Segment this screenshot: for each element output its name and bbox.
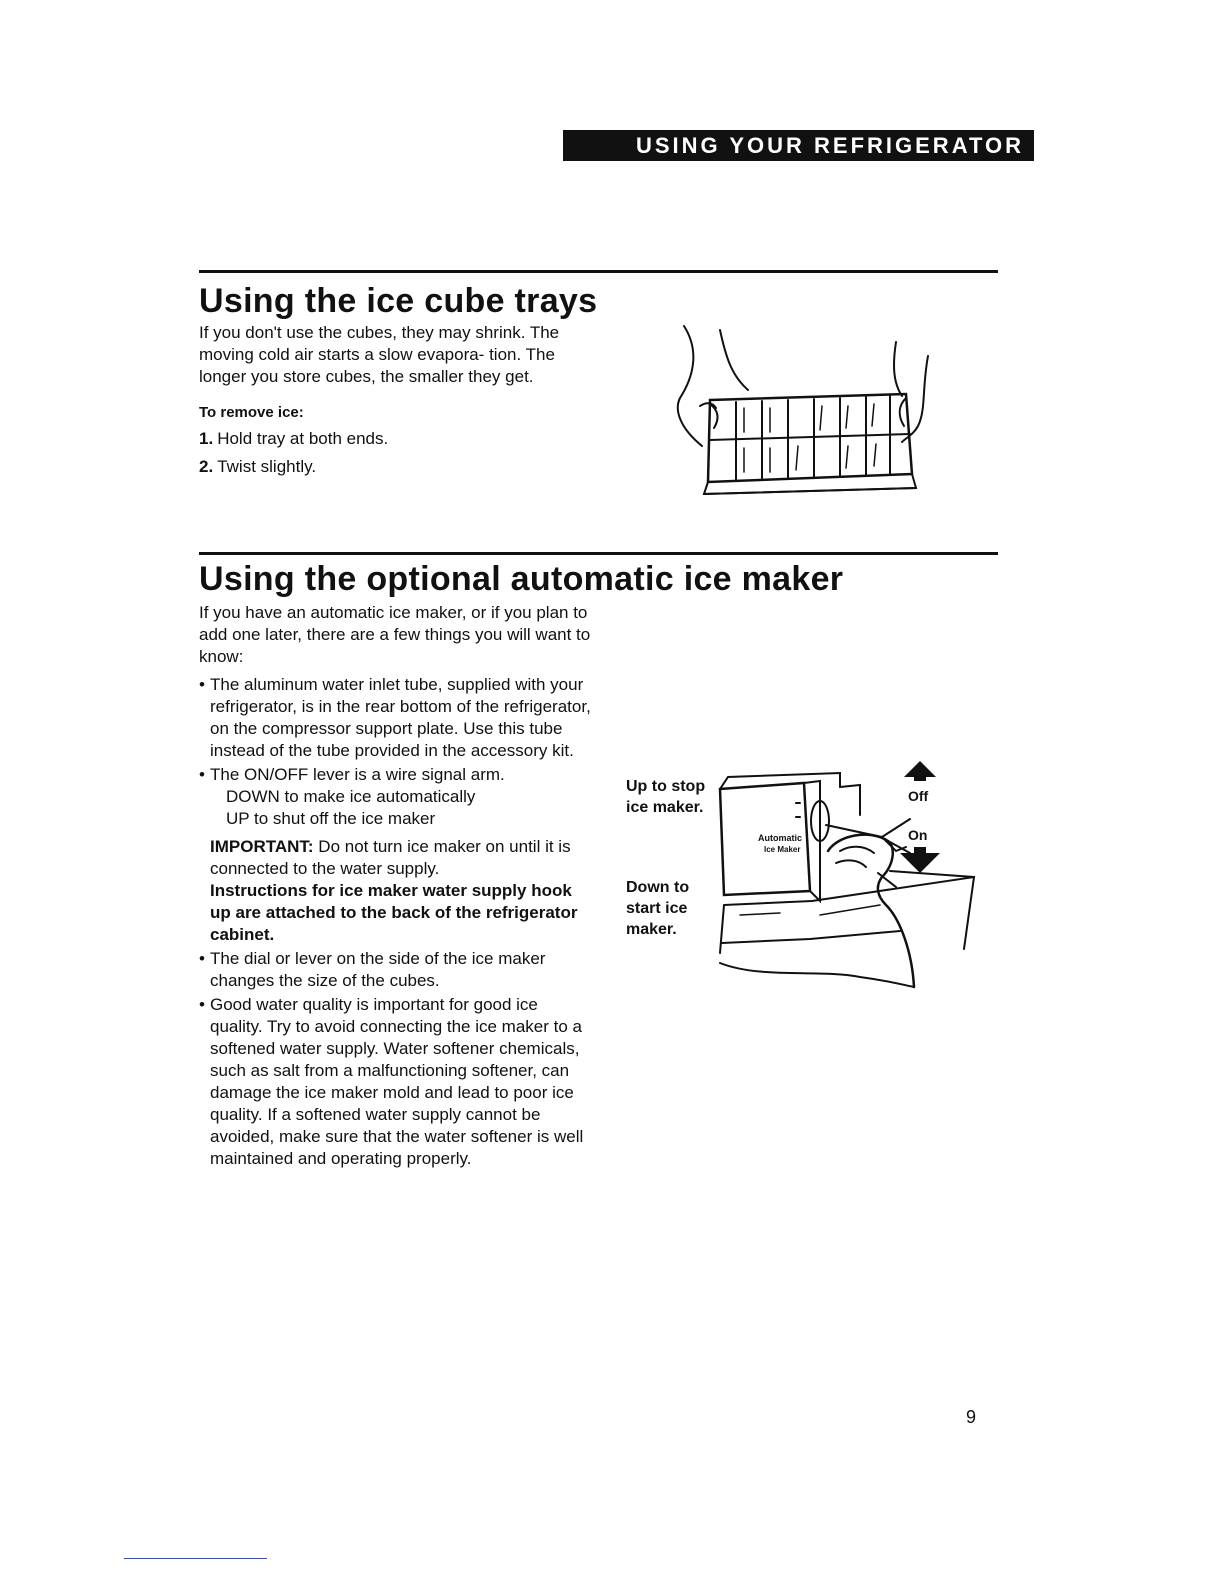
remove-ice-steps: [199, 428, 594, 478]
list-item: • The ON/OFF lever is a wire signal arm. DOWN to make ice automatically UP to shut off the ice maker IMPORTANT: Do not turn ice maker on until it is connected to the water supply. Instructions for ice maker water supply hook up are attached to the back of the refrigerator cabinet.: [199, 764, 591, 946]
ice-trays-text: [199, 322, 594, 484]
section-divider: [199, 270, 998, 273]
ice-trays-title: Using the ice cube trays: [199, 282, 598, 320]
page-number: 9: [966, 1407, 977, 1427]
list-item: 2. Twist slightly.: [199, 457, 317, 476]
list-item: • Good water quality is important for good ice quality. Try to avoid connecting the ice maker to a softened water supply. Water softener chemicals, such as salt from a malfunctioning softener, can damage the ice maker mold and lead to poor ice quality. If a softened water supply cannot be avoided, make sure that the water softener is well maintained and operating properly.: [199, 994, 591, 1170]
lever-down-text: DOWN to make ice automatically: [226, 787, 476, 806]
section-header: [563, 130, 1034, 161]
ice-maker-illustration-icon: [700, 755, 990, 995]
ice-maker-bullets: [199, 674, 591, 1170]
ice-maker-title: Using the optional automatic ice maker: [199, 560, 844, 598]
ice-maker-intro: If you have an automatic ice maker, or if you plan to add one later, there are a few things you will want to know:: [199, 603, 591, 666]
callout-up: Up to stop ice maker.: [626, 778, 706, 816]
off-label: Off: [908, 788, 929, 804]
important-note: IMPORTANT: Do not turn ice maker on until it is connected to the water supply.: [210, 837, 571, 878]
lever-up-text: UP to shut off the ice maker: [226, 809, 436, 828]
footer-divider: [124, 1558, 267, 1559]
ice-tray-illustration-icon: [670, 318, 940, 513]
unit-label-line1: Automatic: [758, 833, 803, 843]
important-note-bold: Instructions for ice maker water supply hook up are attached to the back of the refrigerator cabinet.: [210, 881, 578, 944]
callout-down: Down to start ice maker.: [626, 879, 690, 938]
section-header-text: USING YOUR REFRIGERATOR: [635, 133, 1024, 158]
on-label: On: [908, 827, 928, 843]
ice-maker-text: [199, 602, 591, 1172]
section-divider: [199, 552, 998, 555]
remove-ice-subheading: To remove ice:: [199, 404, 304, 421]
ice-trays-intro: If you don't use the cubes, they may shrink. The moving cold air starts a slow evapora- tion. The longer you store cubes, the smaller they get.: [199, 323, 560, 386]
unit-label-line2: Ice Maker: [764, 845, 801, 854]
list-item: 1. Hold tray at both ends.: [199, 429, 389, 448]
list-item: • The dial or lever on the side of the ice maker changes the size of the cubes.: [199, 948, 591, 992]
list-item: • The aluminum water inlet tube, supplied with your refrigerator, is in the rear bottom of the refrigerator, on the compressor support plate. Use this tube instead of the tube provided in the accessory kit.: [199, 674, 591, 762]
